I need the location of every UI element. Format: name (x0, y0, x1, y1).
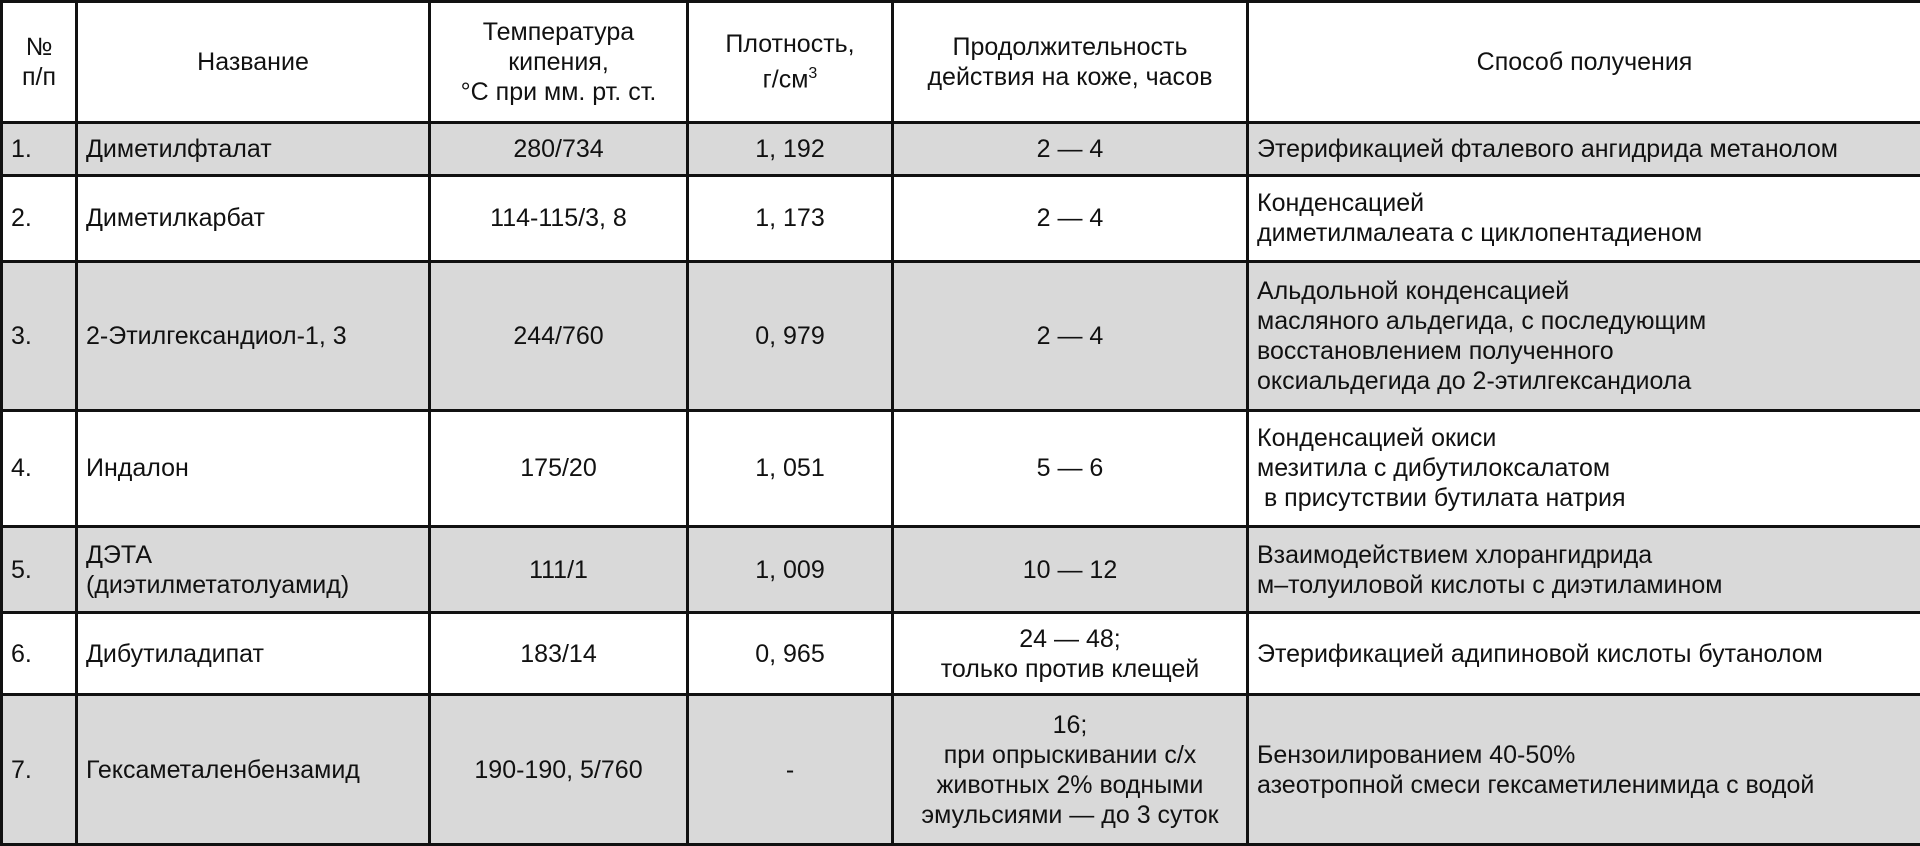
row-density: 0, 979 (688, 261, 893, 410)
row-duration (893, 613, 1248, 695)
header-density-unit-superscript: 3 (808, 65, 818, 83)
header-duration-line: действия на коже, часов (927, 63, 1213, 91)
row-method (1248, 695, 1920, 845)
row-number: 6. (2, 613, 77, 695)
table-row (2, 261, 1920, 410)
row-method-line: Альдольной конденсацией (1257, 276, 1570, 305)
row-duration-line: животных 2% водными (936, 770, 1204, 799)
header-boiling-line: °С при мм. рт. ст. (460, 78, 657, 106)
row-boiling-point: 244/760 (430, 261, 688, 410)
row-name-line: Диметилфталат (86, 134, 272, 163)
row-density: 1, 009 (688, 527, 893, 613)
row-name-line: Дибутиладипат (86, 639, 264, 668)
row-method-line: Этерификацией фталевого ангидрида метанолом (1257, 134, 1838, 163)
header-density-unit-text: г/см (762, 65, 809, 94)
row-number: 2. (2, 175, 77, 261)
row-number: 1. (2, 123, 77, 176)
header-row (2, 2, 1920, 123)
row-method (1248, 175, 1920, 261)
row-name (77, 695, 430, 845)
row-name-line: (диэтилметатолуамид) (86, 570, 350, 599)
row-duration-line: 2 — 4 (1036, 321, 1104, 350)
row-duration-line: 5 — 6 (1036, 454, 1104, 483)
row-name-line: 2-Этилгександиол-1, 3 (86, 321, 347, 350)
row-boiling-point: 183/14 (430, 613, 688, 695)
row-name-line: Гексаметаленбензамид (86, 755, 360, 784)
row-method-line: масляного альдегида, с последующим (1257, 306, 1707, 335)
table-row (2, 410, 1920, 526)
row-name-line: Индалон (86, 454, 189, 483)
table-row (2, 613, 1920, 695)
header-duration-line: Продолжительность (952, 33, 1188, 61)
row-method (1248, 410, 1920, 526)
header-name: Название (77, 2, 430, 123)
row-duration-line: только против клещей (940, 654, 1200, 683)
row-method-line: в присутствии бутилата натрия (1257, 484, 1626, 513)
row-name (77, 613, 430, 695)
row-name (77, 410, 430, 526)
header-density-unit (697, 59, 883, 94)
row-boiling-point: 280/734 (430, 123, 688, 176)
row-duration-line: 2 — 4 (1036, 204, 1104, 233)
row-method-line: восстановлением полученного (1257, 336, 1614, 365)
row-density: 0, 965 (688, 613, 893, 695)
row-name-line: ДЭТА (86, 540, 153, 569)
row-method-line: Конденсацией окиси (1257, 424, 1497, 453)
row-duration-line: 2 — 4 (1036, 134, 1104, 163)
row-duration (893, 261, 1248, 410)
row-number: 4. (2, 410, 77, 526)
row-method (1248, 527, 1920, 613)
row-method (1248, 613, 1920, 695)
row-number: 5. (2, 527, 77, 613)
header-density-line: Плотность, (725, 30, 855, 59)
row-method-line: азеотропной смеси гексаметиленимида с водой (1257, 770, 1815, 799)
header-density (688, 2, 893, 123)
row-method (1248, 123, 1920, 176)
header-number-line: № (25, 33, 53, 61)
row-method-line: оксиальдегида до 2-этилгександиола (1257, 366, 1692, 395)
row-duration-line: 16; (1052, 710, 1088, 739)
row-density: 1, 192 (688, 123, 893, 176)
row-method-line: диметилмалеата с циклопентадиеном (1257, 219, 1703, 248)
table-row (2, 695, 1920, 845)
row-boiling-point: 114-115/3, 8 (430, 175, 688, 261)
row-name (77, 175, 430, 261)
row-duration (893, 527, 1248, 613)
row-duration-line: 10 — 12 (1022, 555, 1118, 584)
row-density: 1, 173 (688, 175, 893, 261)
row-method-line: Конденсацией (1257, 189, 1425, 218)
row-duration (893, 175, 1248, 261)
row-name-line: Диметилкарбат (86, 204, 266, 233)
row-method-line: мезитила с дибутилоксалатом (1257, 454, 1611, 483)
row-name (77, 261, 430, 410)
row-duration (893, 695, 1248, 845)
row-name (77, 527, 430, 613)
row-duration (893, 123, 1248, 176)
row-boiling-point: 190-190, 5/760 (430, 695, 688, 845)
header-boiling-line: кипения, (508, 48, 609, 76)
header-number (2, 2, 77, 123)
table-row (2, 175, 1920, 261)
row-name (77, 123, 430, 176)
row-density: - (688, 695, 893, 845)
header-boiling-line: Температура (482, 18, 635, 46)
row-method-line: м–толуиловой кислоты с диэтиламином (1257, 570, 1723, 599)
row-duration-line: при опрыскивании с/х (943, 740, 1197, 769)
row-duration-line: эмульсиями — до 3 суток (921, 800, 1219, 829)
row-duration-line: 24 — 48; (1019, 624, 1121, 653)
table-row (2, 123, 1920, 176)
header-duration (893, 2, 1248, 123)
row-duration (893, 410, 1248, 526)
row-boiling-point: 111/1 (430, 527, 688, 613)
header-boiling-point (430, 2, 688, 123)
row-method-line: Бензоилированием 40-50% (1257, 740, 1576, 769)
row-density: 1, 051 (688, 410, 893, 526)
row-method-line: Этерификацией адипиновой кислоты бутанолом (1257, 639, 1823, 668)
row-method (1248, 261, 1920, 410)
table-row (2, 527, 1920, 613)
row-boiling-point: 175/20 (430, 410, 688, 526)
row-number: 3. (2, 261, 77, 410)
header-number-line: п/п (21, 63, 57, 91)
row-method-line: Взаимодействием хлорангидрида (1257, 540, 1653, 569)
header-method: Способ получения (1248, 2, 1920, 123)
row-number: 7. (2, 695, 77, 845)
